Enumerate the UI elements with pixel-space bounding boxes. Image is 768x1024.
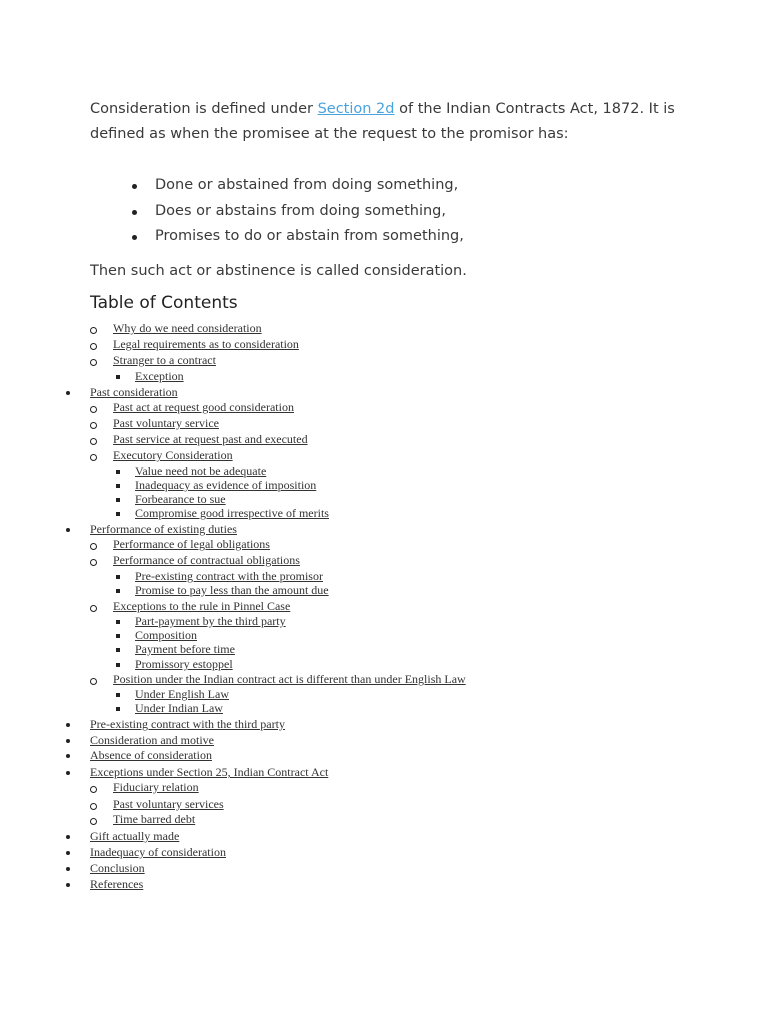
toc-link[interactable]: Time barred debt xyxy=(113,812,196,826)
conclusion-sentence: Then such act or abstinence is called consideration. xyxy=(90,263,467,279)
toc-link[interactable]: References xyxy=(90,877,144,891)
bullet-square-icon xyxy=(116,620,120,624)
toc-link[interactable]: Performance of existing duties xyxy=(90,522,237,536)
bullet-square-icon xyxy=(116,648,120,652)
list-item xyxy=(90,224,464,250)
bullet-disc-icon xyxy=(66,867,70,871)
bullet-circle-icon xyxy=(90,818,97,825)
bullet-circle-icon xyxy=(90,359,97,366)
section-2d-link[interactable]: Section 2d xyxy=(317,101,395,117)
toc-link[interactable]: Under Indian Law xyxy=(135,701,223,715)
bullet-circle-icon xyxy=(90,678,97,685)
bullet-icon xyxy=(132,184,137,189)
toc-link[interactable]: Fiduciary relation xyxy=(113,780,199,794)
definition-bullet-list xyxy=(90,173,464,250)
toc-link[interactable]: Executory Consideration xyxy=(113,448,233,462)
toc-link[interactable]: Legal requirements as to consideration xyxy=(113,337,299,351)
bullet-square-icon xyxy=(116,575,120,579)
toc-link[interactable]: Past consideration xyxy=(90,385,178,399)
toc-link[interactable]: Pre-existing contract with the third party xyxy=(90,717,285,731)
toc-link[interactable]: Past voluntary services xyxy=(113,797,224,811)
toc-link[interactable]: Part-payment by the third party xyxy=(135,614,286,628)
toc-link[interactable]: Performance of contractual obligations xyxy=(113,553,300,567)
bullet-disc-icon xyxy=(66,851,70,855)
list-item xyxy=(90,173,464,199)
bullet-circle-icon xyxy=(90,406,97,413)
bullet-square-icon xyxy=(116,470,120,474)
toc-link[interactable]: Past service at request past and executed xyxy=(113,432,308,446)
intro-text-end: of the Indian Contracts Act, 1872. It is defined as when the promisee at the request to the promisor has: xyxy=(90,101,675,142)
toc-link[interactable]: Inadequacy of consideration xyxy=(90,845,226,859)
toc-link[interactable]: Payment before time xyxy=(135,642,235,656)
bullet-disc-icon xyxy=(66,835,70,839)
toc-link[interactable]: Forbearance to sue xyxy=(135,492,226,506)
toc-link[interactable]: Under English Law xyxy=(135,687,229,701)
list-item-text: Done or abstained from doing something, xyxy=(155,177,459,193)
intro-paragraph xyxy=(90,97,700,147)
toc-link[interactable]: Value need not be adequate xyxy=(135,464,267,478)
bullet-disc-icon xyxy=(66,723,70,727)
bullet-circle-icon xyxy=(90,803,97,810)
bullet-circle-icon xyxy=(90,605,97,612)
bullet-circle-icon xyxy=(90,559,97,566)
bullet-square-icon xyxy=(116,589,120,593)
toc-link[interactable]: Position under the Indian contract act is different than under English Law xyxy=(113,672,466,686)
bullet-circle-icon xyxy=(90,343,97,350)
bullet-circle-icon xyxy=(90,454,97,461)
list-item-text: Does or abstains from doing something, xyxy=(155,202,446,219)
bullet-square-icon xyxy=(116,634,120,638)
bullet-square-icon xyxy=(116,484,120,488)
bullet-circle-icon xyxy=(90,438,97,445)
bullet-circle-icon xyxy=(90,543,97,550)
toc-link[interactable]: Promissory estoppel xyxy=(135,657,233,671)
toc-link[interactable]: Conclusion xyxy=(90,861,145,875)
toc-link[interactable]: Why do we need consideration xyxy=(113,321,262,335)
toc-link[interactable]: Absence of consideration xyxy=(90,748,212,762)
toc-link[interactable]: Performance of legal obligations xyxy=(113,537,270,551)
toc-link[interactable]: Pre-existing contract with the promisor xyxy=(135,569,323,583)
list-item-text: Promises to do or abstain from something, xyxy=(155,228,464,244)
toc-link[interactable]: Past act at request good consideration xyxy=(113,400,294,414)
intro-text-start: Consideration is defined under xyxy=(90,101,318,117)
bullet-circle-icon xyxy=(90,422,97,429)
list-item xyxy=(90,199,464,225)
bullet-square-icon xyxy=(116,512,120,516)
bullet-disc-icon xyxy=(66,883,70,887)
bullet-square-icon xyxy=(116,707,120,711)
toc-link[interactable]: Exception xyxy=(135,369,184,383)
bullet-icon xyxy=(132,235,137,240)
toc-title: Table of Contents xyxy=(90,293,238,313)
bullet-square-icon xyxy=(116,498,120,502)
bullet-circle-icon xyxy=(90,786,97,793)
bullet-square-icon xyxy=(116,375,120,379)
bullet-circle-icon xyxy=(90,327,97,334)
bullet-disc-icon xyxy=(66,739,70,743)
toc-link[interactable]: Consideration and motive xyxy=(90,733,214,747)
toc-link[interactable]: Gift actually made xyxy=(90,829,180,843)
toc-link[interactable]: Past voluntary service xyxy=(113,416,219,430)
toc-link[interactable]: Promise to pay less than the amount due xyxy=(135,583,329,597)
toc-link[interactable]: Compromise good irrespective of merits xyxy=(135,506,329,520)
bullet-disc-icon xyxy=(66,391,70,395)
toc-link[interactable]: Composition xyxy=(135,628,198,642)
bullet-disc-icon xyxy=(66,528,70,532)
bullet-square-icon xyxy=(116,663,120,667)
bullet-disc-icon xyxy=(66,771,70,775)
bullet-icon xyxy=(132,210,137,215)
toc-link[interactable]: Exceptions to the rule in Pinnel Case xyxy=(113,599,291,613)
toc-link[interactable]: Stranger to a contract xyxy=(113,353,216,367)
bullet-disc-icon xyxy=(66,754,70,758)
toc-link[interactable]: Exceptions under Section 25, Indian Contract Act xyxy=(90,765,329,779)
toc-link[interactable]: Inadequacy as evidence of imposition xyxy=(135,478,317,492)
bullet-square-icon xyxy=(116,693,120,697)
